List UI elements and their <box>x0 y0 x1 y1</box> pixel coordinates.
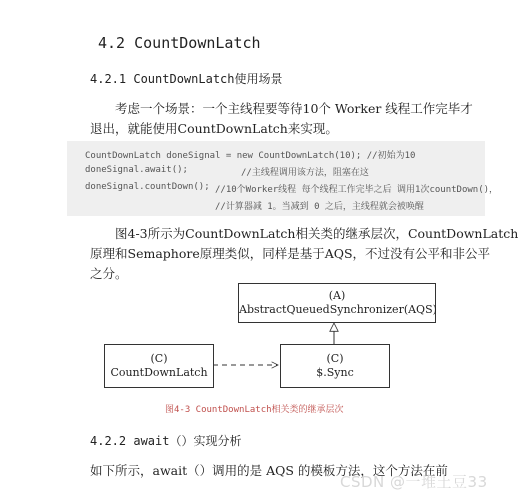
code-line: CountDownLatch doneSignal = new CountDownLatch(10); //初始为10 <box>85 151 416 161</box>
paragraph-line: 退出，就能使用CountDownLatch来实现。 <box>90 121 338 136</box>
class-kind-label: (C) <box>150 352 168 365</box>
paragraph-line: 之分。 <box>90 266 128 281</box>
class-name: CountDownLatch <box>110 366 208 379</box>
class-name: $.Sync <box>316 366 354 379</box>
paragraph-figure-intro <box>90 224 519 284</box>
class-name: AbstractQueuedSynchronizer(AQS) <box>239 303 437 316</box>
code-statement: doneSignal.await(); <box>85 165 188 175</box>
class-kind-label: (C) <box>326 352 344 365</box>
code-line <box>85 182 499 195</box>
class-kind-label: (A) <box>328 289 346 302</box>
paragraph-line: 如下所示，await（）调用的是 AQS 的模板方法，这个方法在前 <box>90 463 448 478</box>
code-block <box>67 141 499 216</box>
code-comment: //10个Worker线程 每个线程工作完毕之后 调用1次countDown()， <box>215 185 499 195</box>
code-comment: //主线程调用该方法，阻塞在这 <box>241 168 369 178</box>
paragraph-line: 原理和Semaphore原理类似，同样是基于AQS，不过没有公平和非公平 <box>90 246 491 261</box>
sync-class-box <box>280 344 390 388</box>
watermark: CSDN @一堆土豆33 <box>340 473 488 491</box>
subsection-title: 4.2.1 CountDownLatch使用场景 <box>90 72 283 86</box>
figure-caption: 图4-3 CountDownLatch相关类的继承层次 <box>165 405 344 415</box>
paragraph-scenario <box>90 99 482 139</box>
code-line <box>85 165 369 178</box>
code-comment: //计算器减 1。当减到 0 之后，主线程就会被唤醒 <box>215 202 424 212</box>
subsection-title: 4.2.2 await（）实现分析 <box>90 434 242 448</box>
paragraph-line: 图4-3所示为CountDownLatch相关类的继承层次，CountDownLatch <box>115 226 519 241</box>
paragraph-line: 考虑一个场景：一个主线程要等待10个 Worker 线程工作完毕才 <box>115 101 473 116</box>
code-statement: doneSignal.countDown(); <box>85 182 210 192</box>
section-title: 4.2 CountDownLatch <box>98 34 261 52</box>
aqs-class-box <box>238 283 436 323</box>
countdownlatch-class-box <box>104 344 214 388</box>
